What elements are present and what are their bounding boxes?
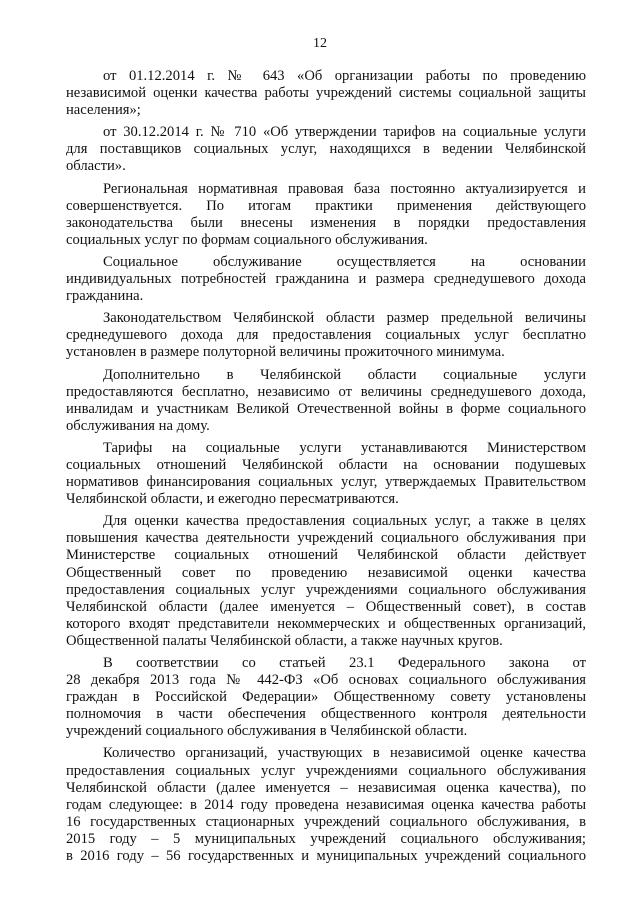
text-line: годам следующее: в 2014 году проведена независимая оценка качества работы bbox=[66, 796, 586, 813]
text-line: которого входят представители некоммерческих и общественных организаций, bbox=[66, 615, 586, 632]
text-line: установлен в размере полуторной величины прожиточного минимума. bbox=[66, 344, 505, 361]
text-line: предоставляются бесплатно, независимо от величины среднедушевого дохода, bbox=[66, 383, 586, 400]
text-line: индивидуальных потребностей гражданина и размера среднедушевого дохода bbox=[66, 271, 586, 288]
paragraph bbox=[66, 124, 586, 175]
text-line: обслуживания на дому. bbox=[66, 417, 210, 434]
text-line: законодательства были внесены изменения в порядки предоставления bbox=[66, 214, 586, 231]
text-line: инвалидам и участникам Великой Отечественной войны в форме социального bbox=[66, 400, 586, 417]
text-line: Дополнительно в Челябинской области социальные услуги bbox=[103, 366, 586, 383]
text-line: В соответствии со статьей 23.1 Федерального закона от bbox=[103, 655, 586, 671]
text-line: среднедушевого дохода для предоставления социальных услуг бесплатно bbox=[66, 327, 586, 344]
text-line: предоставления социальных услуг учреждениями социального обслуживания bbox=[66, 762, 586, 779]
text-line: гражданина. bbox=[66, 288, 144, 305]
text-line: Тарифы на социальные услуги устанавливаются Министерством bbox=[103, 439, 586, 456]
text-line: 2015 году – 5 муниципальных учреждений социального обслуживания; bbox=[66, 830, 586, 847]
text-line: полномочия в части обеспечения общественного контроля деятельности bbox=[66, 706, 586, 723]
text-line: Общественный совет по проведению независимой оценки качества bbox=[66, 564, 586, 581]
text-line: Челябинской области (далее именуется – Общественный совет), в состав bbox=[66, 598, 586, 615]
text-line: 28 декабря 2013 года № 442-ФЗ «Об основах социального обслуживания bbox=[66, 672, 586, 689]
text-line: 16 государственных стационарных учреждений социального обслуживания, в bbox=[66, 813, 586, 830]
text-line: Социальное обслуживание осуществляется на основании bbox=[103, 253, 586, 270]
paragraph bbox=[66, 310, 586, 361]
page-number: 12 bbox=[313, 36, 327, 51]
text-line: для поставщиков социальных услуг, находящихся в ведении Челябинской bbox=[66, 141, 586, 158]
text-line: Челябинской области, и ежегодно пересматриваются. bbox=[66, 491, 399, 508]
text-line: социальных услуг по формам социального обслуживания. bbox=[66, 231, 428, 248]
paragraph bbox=[66, 367, 586, 435]
paragraph bbox=[66, 254, 586, 305]
text-line: Министерстве социальных отношений Челябинской области действует bbox=[66, 547, 586, 564]
text-line: области». bbox=[66, 158, 126, 175]
paragraph bbox=[66, 68, 586, 119]
text-line: совершенствуется. По итогам практики применения действующего bbox=[66, 197, 586, 214]
text-line: повышения качества деятельности учреждений социального обслуживания при bbox=[66, 530, 586, 547]
paragraph bbox=[66, 181, 586, 249]
text-line: в 2016 году – 56 государственных и муниципальных учреждений социального bbox=[66, 848, 586, 865]
paragraph bbox=[66, 440, 586, 508]
text-line: Общественной палаты Челябинской области, а также научных кругов. bbox=[66, 632, 503, 649]
text-line: предоставления социальных услуг учреждениями социального обслуживания bbox=[66, 581, 586, 598]
text-line: социальных отношений Челябинской области на основании подушевых bbox=[66, 456, 586, 473]
paragraph bbox=[66, 513, 586, 650]
text-line: граждан в Российской Федерации» Общественному совету установлены bbox=[66, 689, 586, 706]
text-line: независимой оценки качества работы учреждений системы социальной защиты bbox=[66, 85, 586, 102]
text-line: Для оценки качества предоставления социальных услуг, а также в целях bbox=[103, 513, 586, 530]
text-line: населения»; bbox=[66, 102, 141, 119]
text-line: учреждений социального обслуживания в Челябинской области. bbox=[66, 723, 468, 740]
text-line: от 30.12.2014 г. № 710 «Об утверждении тарифов на социальные услуги bbox=[103, 124, 586, 141]
text-line: нормативов финансирования социальных услуг, утверждаемых Правительством bbox=[66, 474, 586, 491]
text-line: Законодательством Челябинской области размер предельной величины bbox=[103, 310, 586, 327]
document-body bbox=[66, 68, 586, 865]
paragraph bbox=[66, 655, 586, 740]
paragraph bbox=[66, 745, 586, 865]
text-line: Количество организаций, участвующих в независимой оценке качества bbox=[103, 745, 586, 762]
text-line: Региональная нормативная правовая база постоянно актуализируется и bbox=[103, 180, 586, 197]
text-line: от 01.12.2014 г. № 643 «Об организации работы по проведению bbox=[103, 68, 586, 84]
text-line: Челябинской области (далее именуется – независимая оценка качества), по bbox=[66, 779, 586, 796]
